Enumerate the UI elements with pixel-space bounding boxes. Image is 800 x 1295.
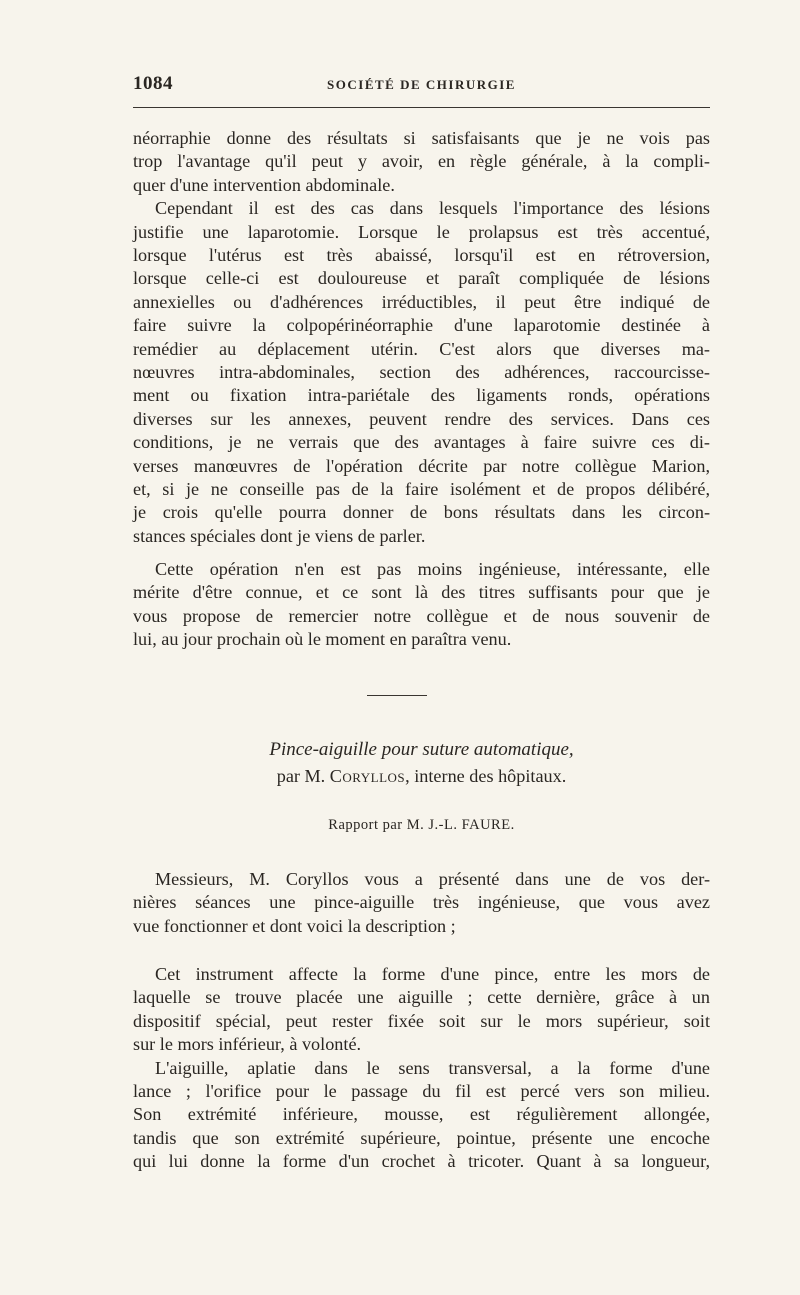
text-line: laquelle se trouve placée une aiguille ; cette dernière, grâce à un (133, 987, 710, 1008)
text-line: L'aiguille, aplatie dans le sens transversal, a la forme d'une (155, 1057, 710, 1078)
header-rule (133, 107, 710, 108)
text-line: je crois qu'elle pourra donner de bons résultats dans les circon- (133, 502, 710, 523)
text-line: faire suivre la colpopérinéorraphie d'une laparotomie destinée à (133, 315, 710, 336)
author-suffix: , interne des hôpitaux. (405, 766, 567, 786)
text-line: sur le mors inférieur, à volonté. (133, 1034, 362, 1055)
report-byline: Rapport par M. J.-L. FAURE. (328, 817, 515, 833)
text-line: dispositif spécial, peut rester fixée soit sur le mors supérieur, soit (133, 1010, 710, 1031)
text-line: et, si je ne conseille pas de la faire isolément et de propos délibéré, (133, 479, 710, 500)
text-line: Cette opération n'en est pas moins ingénieuse, intéressante, elle (155, 559, 710, 579)
text-line: stances spéciales dont je viens de parler. (133, 525, 426, 546)
paragraph-2 (133, 197, 710, 525)
page-number: 1084 (133, 73, 173, 94)
paragraph-4-end (133, 915, 710, 938)
text-line: annexielles ou d'adhérences irréductibles, il peut être indiqué de (133, 291, 710, 312)
text-line: tandis que son extrémité supérieure, pointue, présente une encoche (133, 1127, 710, 1148)
text-line: diverses sur les annexes, peuvent rendre des services. Dans ces (133, 408, 710, 429)
paragraph-3-end (133, 628, 710, 651)
paragraph-6 (133, 1057, 710, 1174)
text-line: remédier au déplacement utérin. C'est alors que diverses ma- (133, 338, 710, 359)
text-line: quer d'une intervention abdominale. (133, 174, 395, 195)
text-line: Cependant il est des cas dans lesquels l'importance des lésions (155, 198, 710, 219)
paragraph-1 (133, 127, 710, 174)
text-line: verses manœuvres de l'opération décrite par notre collègue Marion, (133, 455, 710, 476)
page-header (133, 73, 710, 97)
text-line: vous propose de remercier notre collègue et de nous souvenir de (133, 605, 710, 626)
text-line: ment ou fixation intra-pariétale des ligaments ronds, opérations (133, 385, 710, 406)
paragraph-2-end (133, 525, 710, 548)
text-line: qui lui donne la forme d'un crochet à tricoter. Quant à sa longueur, (133, 1151, 710, 1172)
paragraph-4 (133, 868, 710, 915)
article-title: Pince-aiguille pour suture automatique, (269, 739, 574, 760)
text-line: lorsque l'utérus est très abaissé, lorsqu'il est en rétroversion, (133, 245, 710, 265)
text-line: Son extrémité inférieure, mousse, est régulièrement allongée, (133, 1104, 710, 1125)
text-line: lui, au jour prochain où le moment en paraîtra venu. (133, 629, 512, 650)
text-line: Messieurs, M. Coryllos vous a présenté dans une de vos der- (155, 869, 710, 889)
text-line: néorraphie donne des résultats si satisfaisants que je ne vois pas (133, 128, 710, 148)
text-line: trop l'avantage qu'il peut y avoir, en règle générale, à la compli- (133, 151, 710, 172)
running-head: SOCIÉTÉ DE CHIRURGIE (327, 77, 516, 92)
paragraph-5 (133, 963, 710, 1033)
paragraph-5-end (133, 1033, 710, 1056)
text-line: nœuvres intra-abdominales, section des adhérences, raccourcisse- (133, 362, 710, 383)
author-name: Coryllos (329, 766, 406, 786)
paragraph-3 (133, 558, 710, 628)
text-line: lorsque celle-ci est douloureuse et paraît compliquée de lésions (133, 268, 710, 289)
paragraph-1-end (133, 174, 710, 197)
text-line: Cet instrument affecte la forme d'une pince, entre les mors de (155, 964, 710, 984)
text-line: mérite d'être connue, et ce sont là des titres suffisants pour que je (133, 582, 710, 603)
text-line: conditions, je ne verrais que des avantages à faire suivre ces di- (133, 432, 710, 453)
text-line: vue fonctionner et dont voici la description ; (133, 915, 456, 936)
text-line: lance ; l'orifice pour le passage du fil est percé vers son milieu. (133, 1081, 710, 1101)
article-author (133, 764, 710, 788)
text-line: justifie une laparotomie. Lorsque le prolapsus est très accentué, (133, 221, 710, 242)
text-line: nières séances une pince-aiguille très ingénieuse, que vous avez (133, 892, 710, 913)
section-divider (367, 695, 427, 696)
author-prefix: par M. (276, 766, 330, 786)
